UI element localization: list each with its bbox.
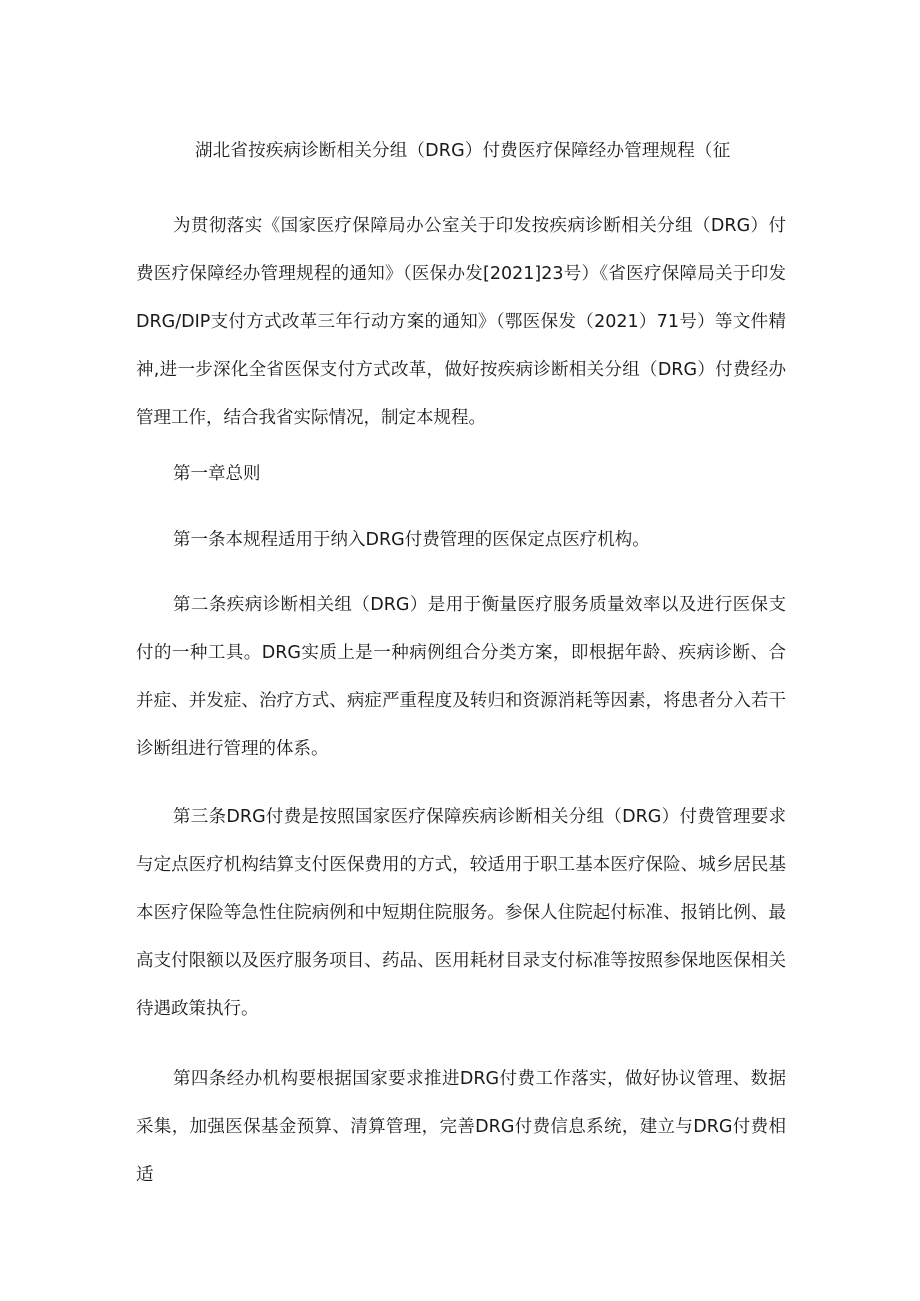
document-title: 湖北省按疾病诊断相关分组（DRG）付费医疗保障经办管理规程（征 — [195, 141, 731, 161]
article-4: 第四条经办机构要根据国家要求推进DRG付费工作落实，做好协议管理、数据采集，加强医保基金预算、清算管理，完善DRG付费信息系统，建立与DRG付费相适 — [136, 1069, 786, 1185]
article-3: 第三条DRG付费是按照国家医疗保障疾病诊断相关分组（DRG）付费管理要求与定点医疗机构结算支付医保费用的方式，较适用于职工基本医疗保险、城乡居民基本医疗保险等急性住院病例和中短期住院服务。参保人住院起付标准、报销比例、最高支付限额以及医疗服务项目、药品、医用耗材目录支付标准等按照参保地医保相关待遇政策执行。 — [136, 807, 786, 1019]
intro-paragraph: 为贯彻落实《国家医疗保障局办公室关于印发按疾病诊断相关分组（DRG）付费医疗保障经办管理规程的通知》（医保办发[2021]23号）《省医疗保障局关于印发DRG/DIP支付方式改革三年行动方案的通知》（鄂医保发（2021）71号）等文件精神,进一步深化全省医保支付方式改革，做好按疾病诊断相关分组（DRG）付费经办管理工作，结合我省实际情况，制定本规程。 — [136, 216, 786, 428]
article-1: 第一条本规程适用于纳入DRG付费管理的医保定点医疗机构。 — [173, 530, 650, 550]
chapter-heading: 第一章总则 — [173, 464, 261, 484]
article-2: 第二条疾病诊断相关组（DRG）是用于衡量医疗服务质量效率以及进行医保支付的一种工具。DRG实质上是一种病例组合分类方案，即根据年龄、疾病诊断、合并症、并发症、治疗方式、病症严重程度及转归和资源消耗等因素，将患者分入若干诊断组进行管理的体系。 — [136, 595, 786, 759]
